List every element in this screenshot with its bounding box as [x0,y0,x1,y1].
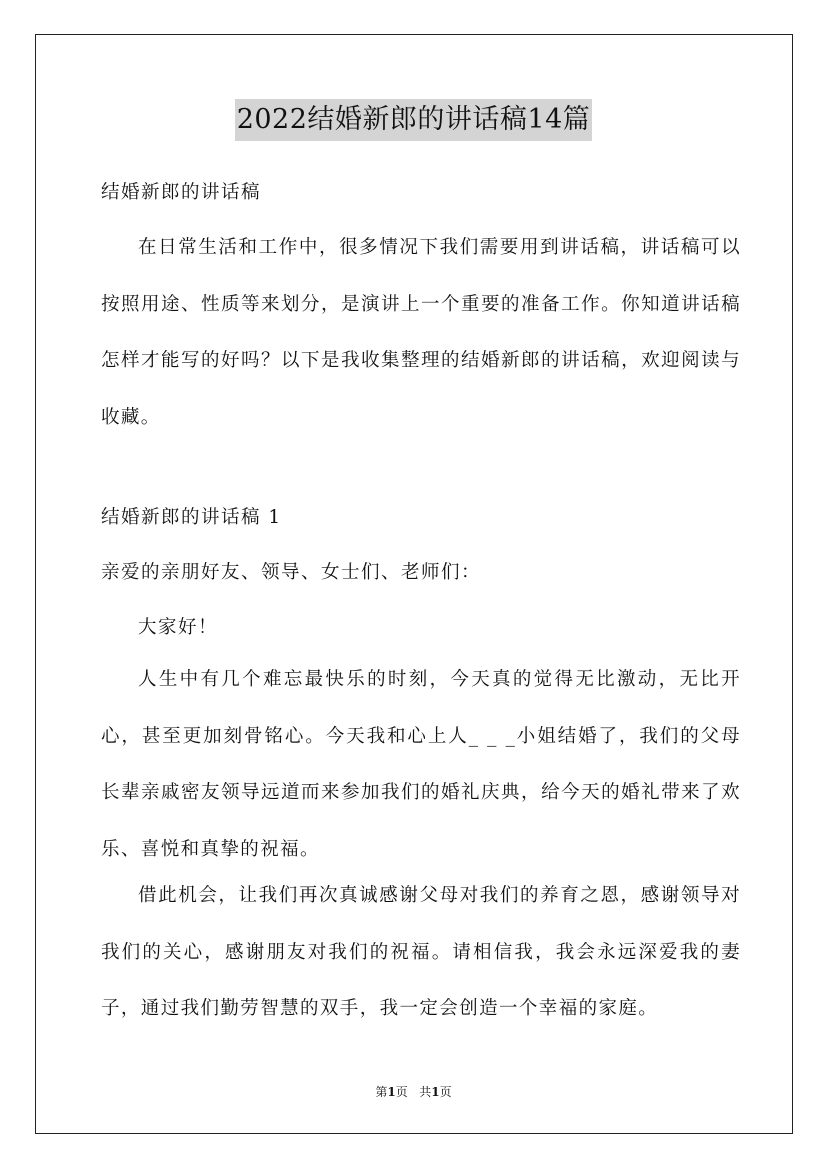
document-title: 2022结婚新郎的讲话稿14篇 [235,99,593,141]
salutation: 亲爱的亲朋好友、领导、女士们、老师们： [101,562,482,583]
title-container [0,99,827,141]
page-label-prefix: 第 [375,1085,388,1099]
page-label-suffix: 页 [395,1085,408,1099]
subtitle: 结婚新郎的讲话稿 [101,182,262,203]
total-label-suffix: 页 [439,1085,452,1099]
body-paragraph-1: 人生中有几个难忘最快乐的时刻，今天真的觉得无比激动，无比开心，甚至更加刻骨铭心。今天我和心上人_ _ _小姐结婚了，我们的父母长辈亲戚密友领导远道而来参加我们的婚礼庆典，给今天的婚礼带来了欢乐、喜悦和真挚的祝福。 [101,669,741,860]
page-footer [0,1083,827,1101]
total-label-prefix: 共 [419,1085,432,1099]
body-paragraph-2: 借此机会，让我们再次真诚感谢父母对我们的养育之恩，感谢领导对我们的关心，感谢朋友对我们的祝福。请相信我，我会永远深爱我的妻子，通过我们勤劳智慧的双手，我一定会创造一个幸福的家庭。 [101,885,741,1019]
total-pages: 1 [431,1085,440,1099]
greeting: 大家好！ [138,617,219,638]
section-heading: 结婚新郎的讲话稿 1 [101,507,282,528]
page-number: 1 [387,1085,396,1099]
intro-paragraph: 在日常生活和工作中，很多情况下我们需要用到讲话稿，讲话稿可以按照用途、性质等来划分，是演讲上一个重要的准备工作。你知道讲话稿怎样才能写的好吗？以下是我收集整理的结婚新郎的讲话稿，欢迎阅读与收藏。 [101,237,741,428]
